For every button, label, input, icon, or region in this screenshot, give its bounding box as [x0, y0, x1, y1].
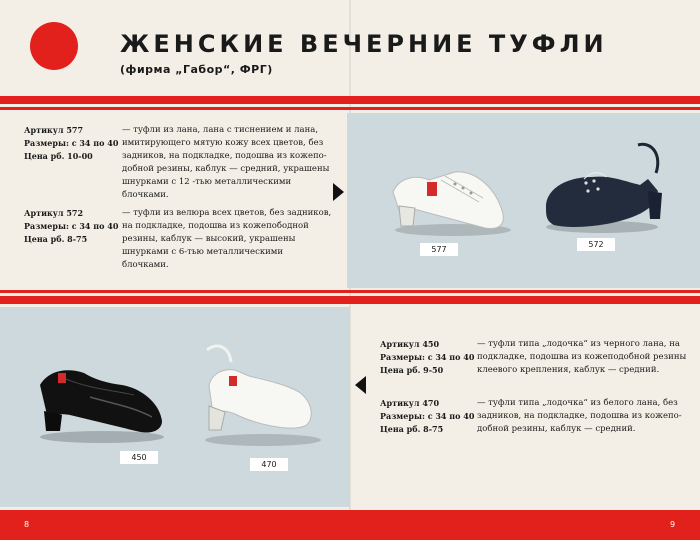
sizes-label: Размеры: с 34 по 40: [380, 352, 475, 362]
page-title: ЖЕНСКИЕ ВЕЧЕРНИЕ ТУФЛИ: [120, 30, 608, 58]
shoe-470-label: 470: [250, 458, 288, 471]
product-572-specs: [24, 207, 124, 246]
shoe-450-label: 450: [120, 451, 158, 464]
arrow-right-icon: [333, 183, 344, 201]
shoe-572-label: 572: [577, 238, 615, 251]
red-stripe-mid-thin: [0, 290, 700, 293]
red-stripe-top-thin: [0, 107, 700, 110]
page-subtitle: (фирма „Габор“, ФРГ): [120, 63, 273, 76]
product-572-description: — туфли из велюра всех цветов, без задников, на подкладке, подошва из кожепободной резины, каблук — высокий, украшены шнурками с 6-тью металлическими блочками.: [122, 208, 332, 270]
red-stripe-top: [0, 96, 700, 104]
article-label: Артикул 470: [380, 398, 440, 408]
arrow-left-icon: [355, 376, 366, 394]
article-label: Артикул 577: [24, 125, 84, 135]
price-label: Цена рб. 8-75: [380, 424, 444, 434]
shoe-450-image: [30, 345, 170, 445]
page-number-right: 9: [670, 520, 676, 529]
shoe-577-label: 577: [420, 243, 458, 256]
sizes-label: Размеры: с 34 по 40: [24, 221, 119, 231]
sizes-label: Размеры: с 34 по 40: [24, 138, 119, 148]
price-label: Цена рб. 10-00: [24, 151, 93, 161]
red-stripe-bottom: [0, 510, 700, 540]
shoe-572-image: [540, 135, 670, 235]
product-470-description: — туфли типа „лодочка“ из белого лана, без задников, на подкладке, подошва из кожепо-добной резины, каблук — средний.: [477, 398, 682, 434]
article-label: Артикул 572: [24, 208, 84, 218]
red-circle-logo: [30, 22, 78, 70]
red-stripe-mid: [0, 296, 700, 304]
product-450-specs: [380, 338, 480, 377]
shoe-577-image: [385, 150, 515, 240]
product-577-description: — туфли из лана, лана с тиснением и лана, имитирующего мятую кожу всех цветов, без задников, на подкладке, подошва из кожепо-добной резины, каблук — средний, украшены шнурками с 12 -тью металлическими блочками.: [122, 125, 330, 200]
shoe-470-image: [195, 340, 325, 450]
product-450-description: — туфли типа „лодочка“ из черного лана, на подкладке, подошва из кожеподобной резины клеевого крепления, каблук — средний.: [477, 339, 687, 375]
page-number-left: 8: [24, 520, 30, 529]
product-470-specs: [380, 397, 480, 436]
sizes-label: Размеры: с 34 по 40: [380, 411, 475, 421]
product-577-specs: [24, 124, 124, 163]
article-label: Артикул 450: [380, 339, 440, 349]
price-label: Цена рб. 8-75: [24, 234, 88, 244]
price-label: Цена рб. 9-50: [380, 365, 444, 375]
